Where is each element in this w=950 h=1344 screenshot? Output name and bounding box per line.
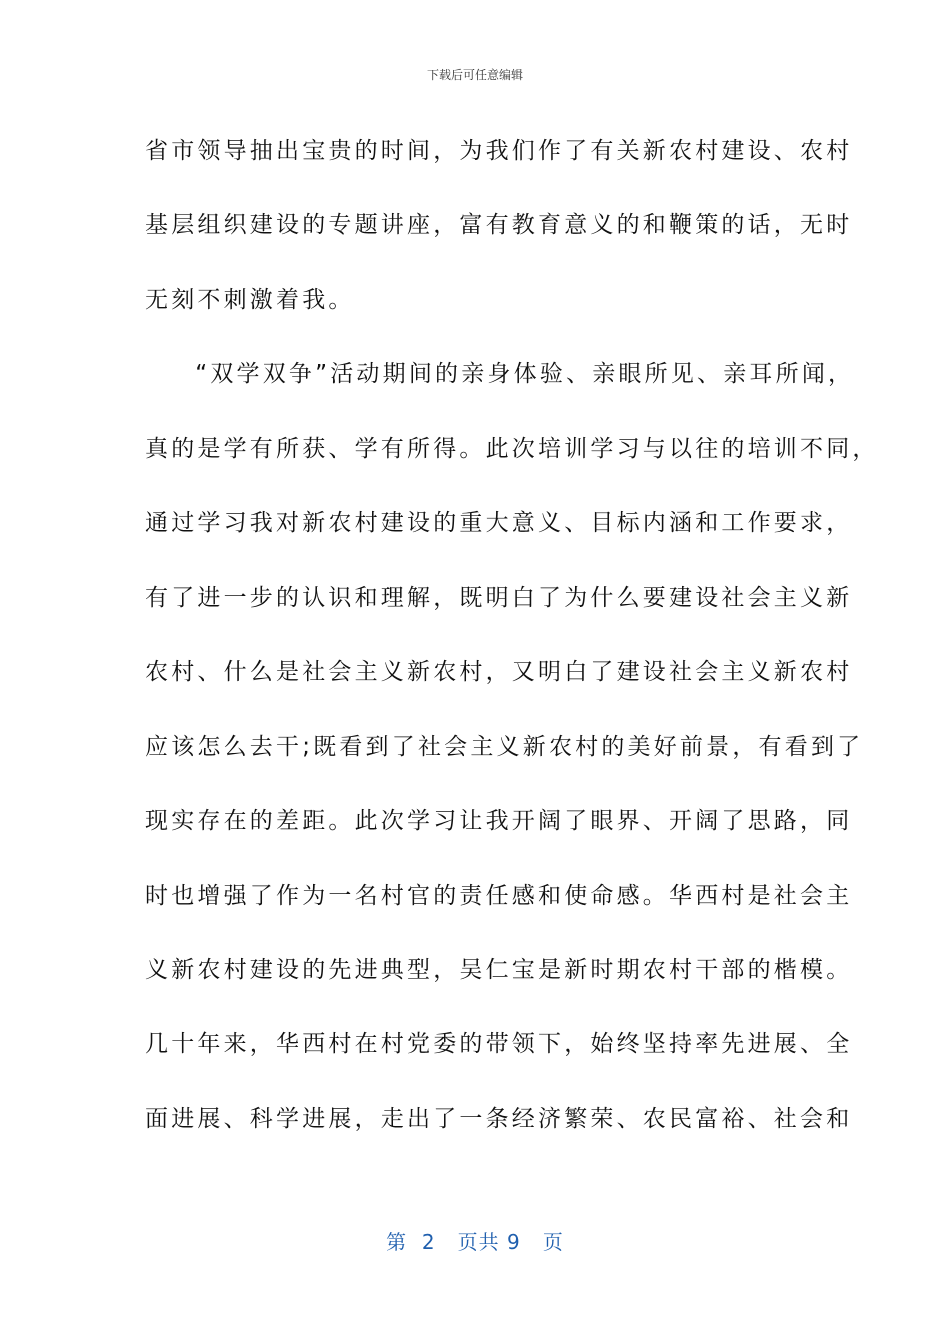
page-number-footer [0, 1226, 950, 1255]
header-note: 下载后可任意编辑 [426, 68, 523, 82]
page-middle: 页共 [457, 1230, 500, 1254]
body-line: 省市领导抽出宝贵的时间，为我们作了有关新农村建设、农村 [145, 138, 853, 164]
page-suffix: 页 [542, 1230, 564, 1254]
body-line: 义新农村建设的先进典型，吴仁宝是新时期农村干部的楷模。 [145, 957, 853, 983]
body-line: 时也增强了作为一名村官的责任感和使命感。华西村是社会主 [145, 883, 853, 909]
page-prefix: 第 [386, 1230, 408, 1254]
body-line: 无刻不刺激着我。 [145, 287, 355, 313]
body-line: 面进展、科学进展，走出了一条经济繁荣、农民富裕、社会和 [145, 1106, 853, 1132]
page-total: 9 [507, 1230, 521, 1254]
body-line: 有了进一步的认识和理解，既明白了为什么要建设社会主义新 [145, 585, 853, 611]
body-line: 基层组织建设的专题讲座，富有教育意义的和鞭策的话，无时 [145, 212, 853, 238]
body-line: 真的是学有所获、学有所得。此次培训学习与以往的培训不同， [145, 436, 879, 462]
body-line: 现实存在的差距。此次学习让我开阔了眼界、开阔了思路，同 [145, 808, 853, 834]
body-line: 几十年来，华西村在村党委的带领下，始终坚持率先进展、全 [145, 1031, 853, 1057]
body-line: 农村、什么是社会主义新农村，又明白了建设社会主义新农村 [145, 659, 853, 685]
body-line: 通过学习我对新农村建设的重大意义、目标内涵和工作要求， [145, 510, 853, 536]
paragraph-start-line: “双学双争”活动期间的亲身体验、亲眼所见、亲耳所闻， [169, 361, 855, 387]
page-current: 2 [421, 1230, 436, 1254]
body-line: 应该怎么去干;既看到了社会主义新农村的美好前景，有看到了 [145, 734, 864, 760]
